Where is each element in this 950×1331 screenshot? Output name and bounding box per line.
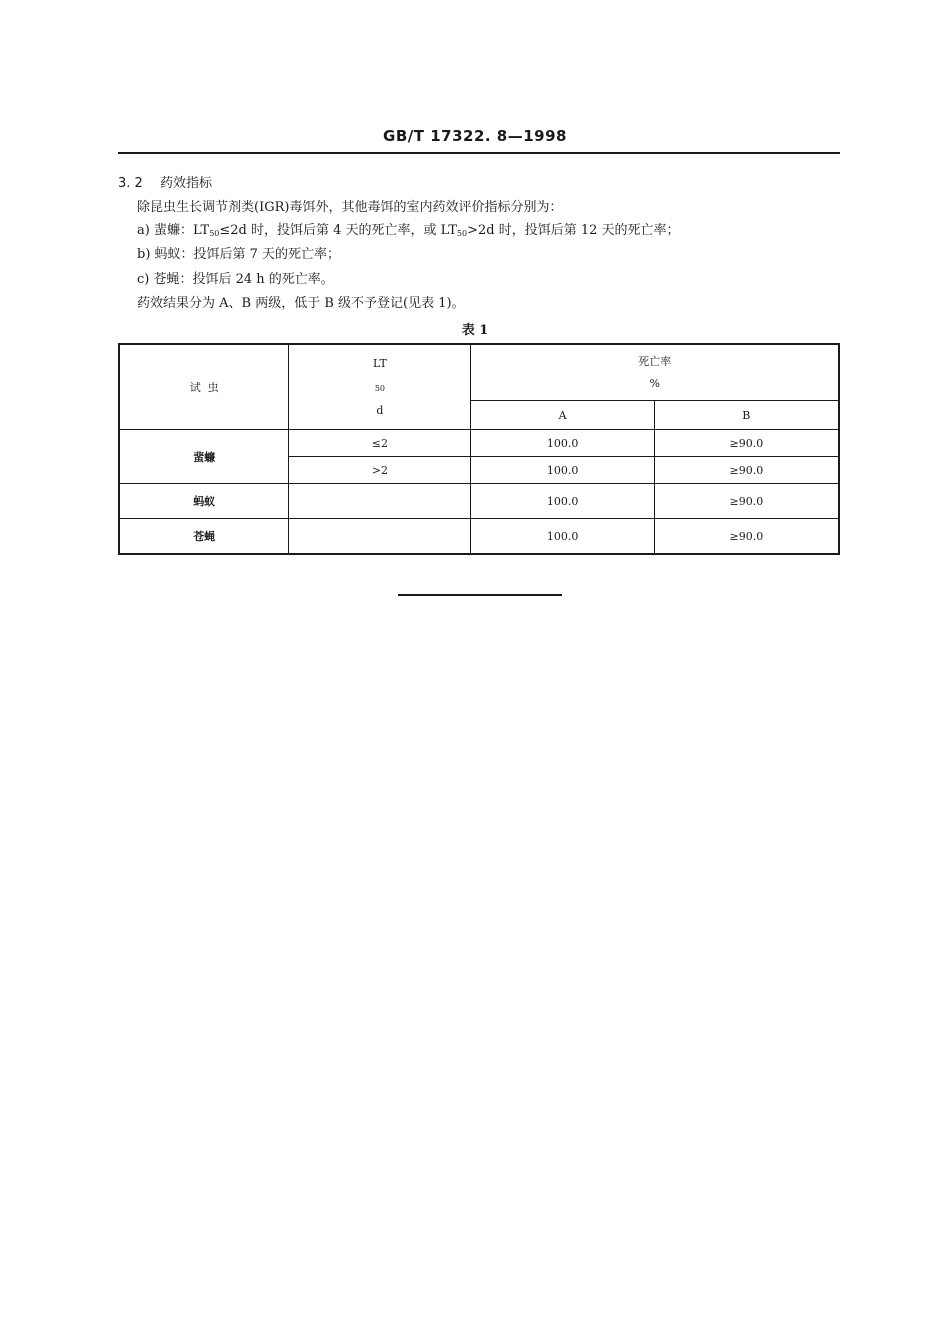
cell-a: 100.0: [471, 484, 654, 519]
table-header-row: [119, 344, 839, 401]
section-number: 3. 2: [118, 176, 143, 191]
end-rule: [398, 594, 562, 596]
item-a-part3: >2d 时，投饵后第 12 天的死亡率；: [467, 223, 680, 238]
header-lt-unit: d: [376, 403, 384, 417]
item-a-part1: a) 蜚蠊：LT: [137, 223, 210, 238]
cell-lt: [289, 484, 471, 519]
header-mortality-unit: %: [649, 376, 660, 390]
cell-b: ≥90.0: [654, 457, 839, 484]
item-a-part2: ≤2d 时，投饵后第 4 天的死亡率，或 LT: [219, 223, 457, 238]
table-row: [119, 430, 839, 457]
standard-header: GB/T 17322. 8—1998: [383, 127, 567, 145]
header-lt-main: LT: [373, 356, 387, 370]
item-a: [137, 222, 680, 243]
cell-insect: 苍蝇: [119, 519, 289, 555]
section-intro: 除昆虫生长调节剂类(IGR)毒饵外，其他毒饵的室内药效评价指标分别为：: [137, 200, 563, 215]
table-row: [119, 484, 839, 519]
cell-lt: >2: [289, 457, 471, 484]
cell-a: 100.0: [471, 519, 654, 555]
cell-a: 100.0: [471, 430, 654, 457]
header-grade-b: B: [654, 401, 839, 430]
item-a-sub2: 50: [456, 229, 468, 238]
section-conclusion: 药效结果分为 A、B 两级，低于 B 级不予登记(见表 1)。: [137, 296, 465, 311]
cell-b: ≥90.0: [654, 519, 839, 555]
cell-b: ≥90.0: [654, 430, 839, 457]
header-grade-a: A: [471, 401, 654, 430]
cell-a: 100.0: [471, 457, 654, 484]
item-c: c) 苍蝇：投饵后 24 h 的死亡率。: [137, 272, 334, 287]
header-insect: 试 虫: [119, 344, 289, 430]
cell-insect: 蜚蠊: [119, 430, 289, 484]
efficacy-table: [118, 343, 840, 555]
cell-lt: [289, 519, 471, 555]
table-row: [119, 519, 839, 555]
header-lt-sub: 50: [374, 383, 385, 393]
cell-insect: 蚂蚁: [119, 484, 289, 519]
item-a-sub1: 50: [209, 229, 220, 238]
header-rule: [118, 152, 840, 154]
item-b: b) 蚂蚁：投饵后第 7 天的死亡率；: [137, 247, 341, 262]
header-mortality: [471, 344, 839, 401]
header-mortality-label: 死亡率: [638, 354, 672, 368]
cell-lt: ≤2: [289, 430, 471, 457]
table-caption: 表 1: [461, 323, 489, 338]
section-title: 药效指标: [160, 176, 213, 191]
header-lt50: [289, 344, 471, 430]
cell-b: ≥90.0: [654, 484, 839, 519]
